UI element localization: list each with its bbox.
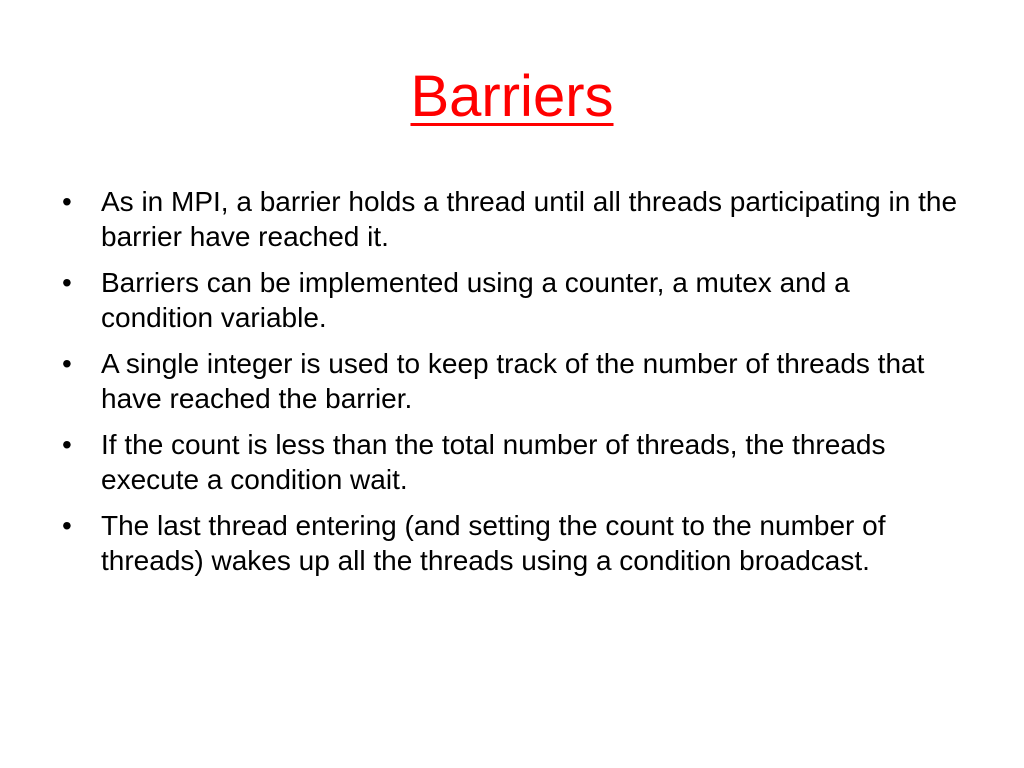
bullet-marker: • [62, 348, 72, 379]
bullet-marker: • [62, 186, 72, 217]
bullet-item [62, 184, 962, 254]
bullet-marker: • [62, 267, 72, 298]
bullet-text: If the count is less than the total number of threads, the threads execute a condition wait. [101, 429, 886, 495]
bullet-list [62, 184, 962, 589]
bullet-item [62, 508, 962, 578]
bullet-text: Barriers can be implemented using a counter, a mutex and a condition variable. [101, 267, 850, 333]
bullet-text: As in MPI, a barrier holds a thread until all threads participating in the barrier have reached it. [101, 186, 958, 252]
slide-title: Barriers [410, 64, 614, 129]
bullet-marker: • [62, 510, 72, 541]
bullet-item [62, 427, 962, 497]
bullet-item [62, 265, 962, 335]
bullet-marker: • [62, 429, 72, 460]
bullet-item [62, 346, 962, 416]
bullet-text: The last thread entering (and setting the count to the number of threads) wakes up all the threads using a condition broadcast. [101, 510, 886, 576]
bullet-text: A single integer is used to keep track of the number of threads that have reached the barrier. [101, 348, 925, 414]
